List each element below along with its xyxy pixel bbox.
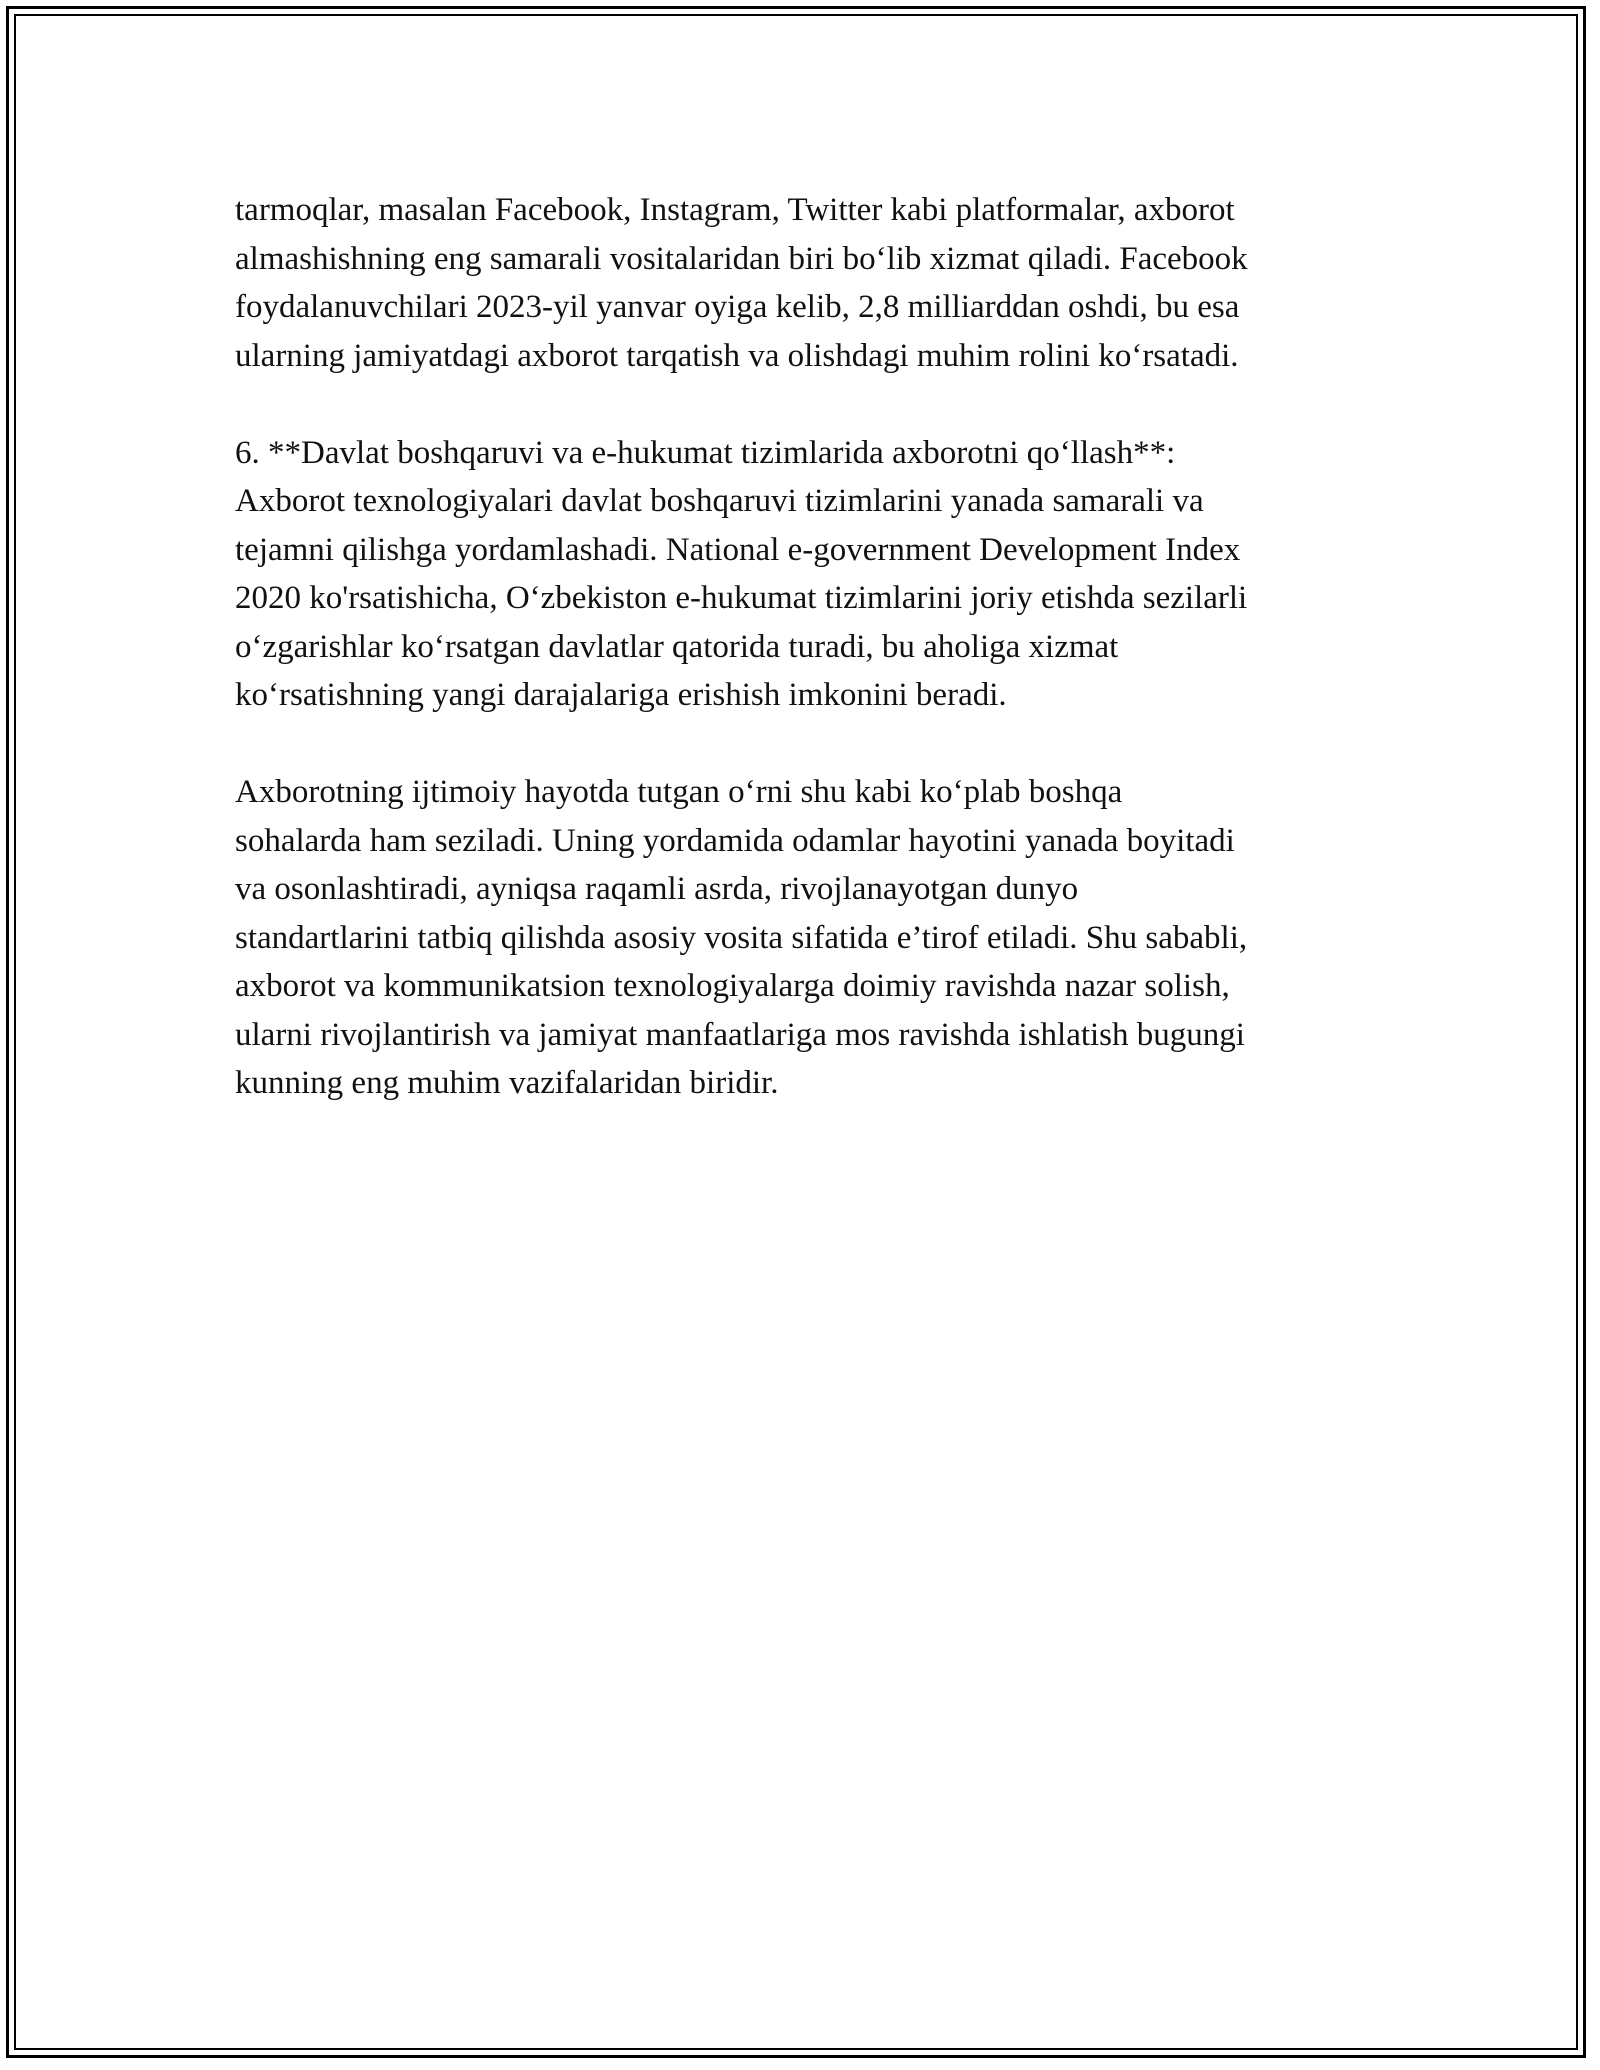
text-line: sohalarda ham seziladi. Uning yordamida odamlar hayotini yanada boyitadi [235, 822, 1235, 859]
paragraph-social-networks [235, 186, 1365, 380]
text-line: o‘zgarishlar ko‘rsatgan davlatlar qatorida turadi, bu aholiga xizmat [235, 628, 1119, 665]
text-line: ko‘rsatishning yangi darajalariga erishish imkonini beradi. [235, 677, 1007, 713]
text-line: Axborotning ijtimoiy hayotda tutgan o‘rni shu kabi ko‘plab boshqa [235, 774, 1123, 810]
text-line: Axborot texnologiyalari davlat boshqaruvi tizimlarini yanada samarali va [235, 483, 1204, 519]
text-line: ularning jamiyatdagi axborot tarqatish va olishdagi muhim rolini ko‘rsatadi. [235, 337, 1239, 374]
paragraph-e-government [235, 429, 1365, 720]
text-line: ularni rivojlantirish va jamiyat manfaatlariga mos ravishda ishlatish bugungi [235, 1016, 1245, 1053]
document-body [235, 186, 1365, 1156]
text-line: almashishning eng samarali vositalaridan biri bo‘lib xizmat qiladi. Facebook [235, 240, 1248, 277]
text-line: axborot va kommunikatsion texnologiyalarga doimiy ravishda nazar solish, [235, 968, 1230, 1004]
paragraph-conclusion [235, 768, 1365, 1108]
text-line: 6. **Davlat boshqaruvi va e-hukumat tizimlarida axborotni qo‘llash**: [235, 434, 1176, 471]
text-line: standartlarini tatbiq qilishda asosiy vosita sifatida e’tirof etiladi. Shu sababli, [235, 919, 1248, 956]
text-line: kunning eng muhim vazifalaridan biridir. [235, 1065, 779, 1101]
text-line: 2020 ko'rsatishicha, O‘zbekiston e-hukumat tizimlarini joriy etishda sezilarli [235, 580, 1248, 616]
text-line: va osonlashtiradi, ayniqsa raqamli asrda, rivojlanayotgan dunyo [235, 871, 1079, 907]
text-line: tarmoqlar, masalan Facebook, Instagram, Twitter kabi platformalar, axborot [235, 192, 1235, 228]
text-line: tejamni qilishga yordamlashadi. National e-government Development Index [235, 531, 1241, 568]
text-line: foydalanuvchilari 2023-yil yanvar oyiga kelib, 2,8 milliarddan oshdi, bu esa [235, 289, 1240, 325]
